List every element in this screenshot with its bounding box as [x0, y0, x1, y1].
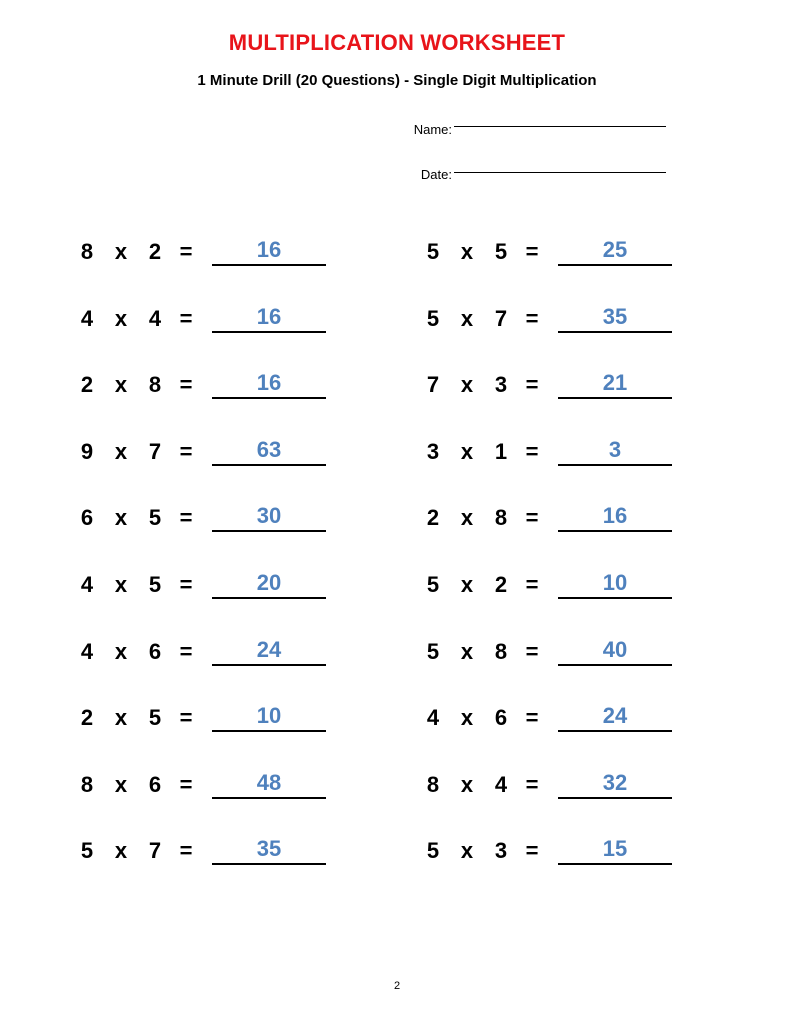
- answer-blank[interactable]: 20: [212, 569, 326, 599]
- operand-b: 7: [148, 439, 162, 464]
- operand-b: 7: [494, 306, 508, 331]
- operand-b: 5: [494, 239, 508, 264]
- operand-b: 8: [494, 505, 508, 530]
- answer-blank[interactable]: 16: [212, 236, 326, 266]
- problem-row: [76, 759, 326, 799]
- equals-sign: =: [525, 838, 539, 863]
- problem-row: [76, 825, 326, 865]
- operand-b: 1: [494, 439, 508, 464]
- times-sign: x: [460, 838, 474, 863]
- times-sign: x: [114, 838, 128, 863]
- answer-blank[interactable]: 25: [558, 236, 672, 266]
- problem-row: [422, 492, 672, 532]
- operand-b: 3: [494, 838, 508, 863]
- operand-a: 2: [80, 705, 94, 730]
- operand-b: 6: [148, 772, 162, 797]
- problem-row: [422, 359, 672, 399]
- times-sign: x: [114, 439, 128, 464]
- equals-sign: =: [525, 239, 539, 264]
- problem-row: [422, 759, 672, 799]
- answer-blank[interactable]: 16: [558, 502, 672, 532]
- equals-sign: =: [525, 639, 539, 664]
- operand-a: 5: [426, 306, 440, 331]
- operand-a: 4: [80, 572, 94, 597]
- operand-a: 8: [426, 772, 440, 797]
- answer-blank[interactable]: 63: [212, 436, 326, 466]
- answer-blank[interactable]: 48: [212, 769, 326, 799]
- times-sign: x: [114, 306, 128, 331]
- operand-a: 5: [426, 572, 440, 597]
- problem-row: [76, 426, 326, 466]
- equals-sign: =: [525, 306, 539, 331]
- operand-a: 3: [426, 439, 440, 464]
- problem-row: [76, 559, 326, 599]
- operand-a: 4: [426, 705, 440, 730]
- operand-a: 5: [80, 838, 94, 863]
- equals-sign: =: [525, 772, 539, 797]
- date-label: Date:: [420, 167, 452, 182]
- answer-blank[interactable]: 10: [558, 569, 672, 599]
- equals-sign: =: [179, 372, 193, 397]
- answer-blank[interactable]: 32: [558, 769, 672, 799]
- times-sign: x: [114, 572, 128, 597]
- answer-blank[interactable]: 15: [558, 835, 672, 865]
- operand-b: 2: [494, 572, 508, 597]
- operand-a: 8: [80, 772, 94, 797]
- operand-b: 8: [494, 639, 508, 664]
- times-sign: x: [460, 505, 474, 530]
- operand-a: 6: [80, 505, 94, 530]
- equals-sign: =: [525, 439, 539, 464]
- equals-sign: =: [525, 705, 539, 730]
- name-label: Name:: [413, 122, 452, 137]
- times-sign: x: [114, 639, 128, 664]
- problem-row: [422, 559, 672, 599]
- equals-sign: =: [179, 639, 193, 664]
- answer-blank[interactable]: 24: [558, 702, 672, 732]
- times-sign: x: [460, 639, 474, 664]
- equals-sign: =: [179, 505, 193, 530]
- operand-a: 4: [80, 306, 94, 331]
- worksheet-subtitle: 1 Minute Drill (20 Questions) - Single Digit Multiplication: [197, 72, 597, 89]
- operand-b: 5: [148, 505, 162, 530]
- operand-a: 4: [80, 639, 94, 664]
- answer-blank[interactable]: 3: [558, 436, 672, 466]
- times-sign: x: [460, 239, 474, 264]
- equals-sign: =: [179, 306, 193, 331]
- equals-sign: =: [525, 572, 539, 597]
- answer-blank[interactable]: 35: [558, 303, 672, 333]
- equals-sign: =: [525, 505, 539, 530]
- operand-b: 4: [148, 306, 162, 331]
- answer-blank[interactable]: 16: [212, 303, 326, 333]
- equals-sign: =: [179, 239, 193, 264]
- answer-blank[interactable]: 10: [212, 702, 326, 732]
- times-sign: x: [460, 572, 474, 597]
- equals-sign: =: [179, 572, 193, 597]
- answer-blank[interactable]: 21: [558, 369, 672, 399]
- times-sign: x: [460, 772, 474, 797]
- operand-a: 2: [80, 372, 94, 397]
- operand-b: 5: [148, 705, 162, 730]
- times-sign: x: [114, 239, 128, 264]
- times-sign: x: [460, 372, 474, 397]
- answer-blank[interactable]: 24: [212, 636, 326, 666]
- answer-blank[interactable]: 40: [558, 636, 672, 666]
- operand-a: 9: [80, 439, 94, 464]
- problem-row: [422, 825, 672, 865]
- problem-row: [76, 359, 326, 399]
- operand-b: 6: [148, 639, 162, 664]
- operand-a: 2: [426, 505, 440, 530]
- operand-b: 6: [494, 705, 508, 730]
- operand-a: 5: [426, 838, 440, 863]
- operand-a: 5: [426, 639, 440, 664]
- times-sign: x: [460, 306, 474, 331]
- equals-sign: =: [179, 772, 193, 797]
- page-number: 2: [393, 980, 401, 992]
- problem-row: [422, 692, 672, 732]
- problem-row: [422, 293, 672, 333]
- operand-b: 3: [494, 372, 508, 397]
- answer-blank[interactable]: 30: [212, 502, 326, 532]
- times-sign: x: [114, 772, 128, 797]
- times-sign: x: [460, 705, 474, 730]
- operand-a: 8: [80, 239, 94, 264]
- problem-row: [422, 226, 672, 266]
- answer-blank[interactable]: 35: [212, 835, 326, 865]
- problem-row: [76, 293, 326, 333]
- equals-sign: =: [179, 705, 193, 730]
- times-sign: x: [114, 505, 128, 530]
- problem-row: [422, 626, 672, 666]
- problem-row: [76, 492, 326, 532]
- worksheet-title: MULTIPLICATION WORKSHEET: [228, 30, 566, 55]
- answer-blank[interactable]: 16: [212, 369, 326, 399]
- equals-sign: =: [179, 838, 193, 863]
- operand-b: 5: [148, 572, 162, 597]
- operand-b: 7: [148, 838, 162, 863]
- equals-sign: =: [525, 372, 539, 397]
- operand-a: 5: [426, 239, 440, 264]
- problem-row: [76, 226, 326, 266]
- times-sign: x: [114, 705, 128, 730]
- equals-sign: =: [179, 439, 193, 464]
- problem-row: [422, 426, 672, 466]
- problem-row: [76, 692, 326, 732]
- operand-b: 4: [494, 772, 508, 797]
- operand-b: 2: [148, 239, 162, 264]
- problem-row: [76, 626, 326, 666]
- operand-a: 7: [426, 372, 440, 397]
- times-sign: x: [460, 439, 474, 464]
- operand-b: 8: [148, 372, 162, 397]
- times-sign: x: [114, 372, 128, 397]
